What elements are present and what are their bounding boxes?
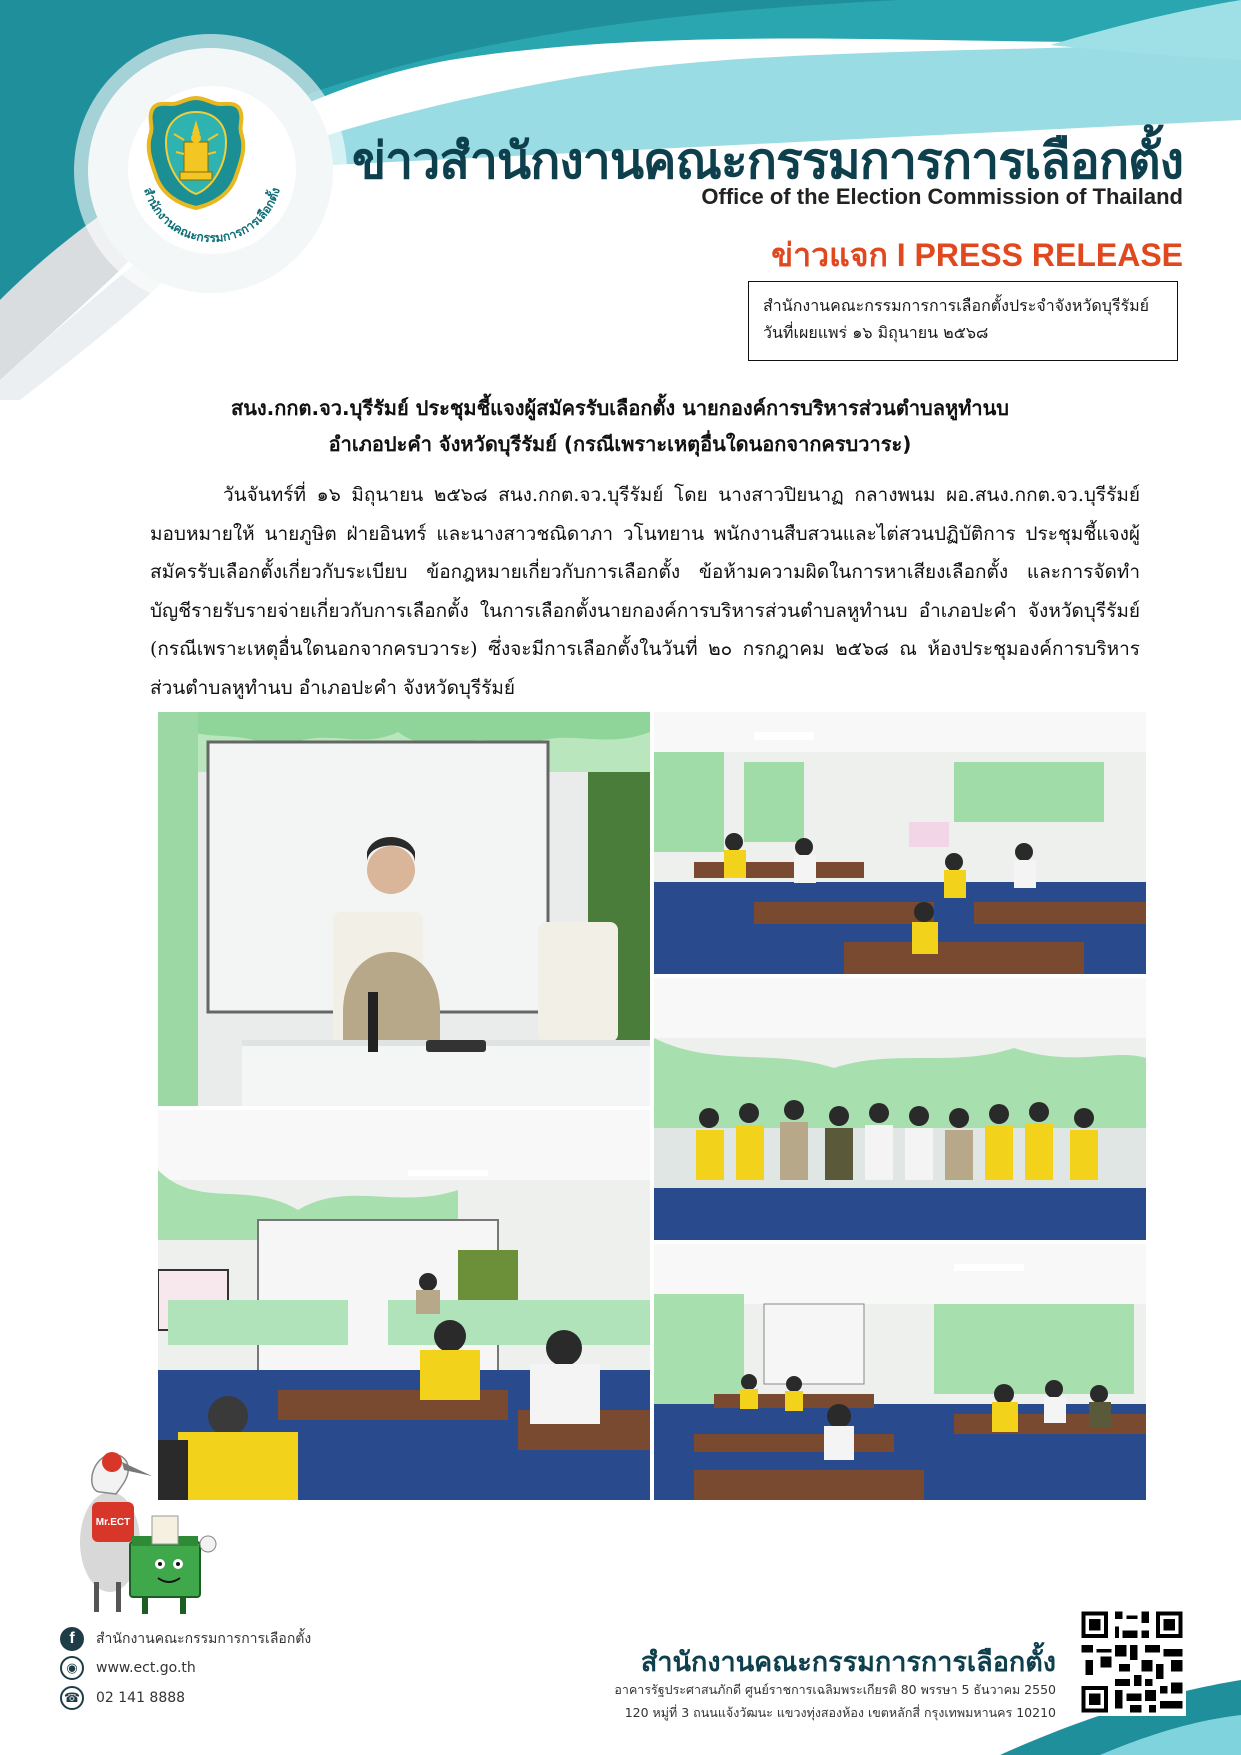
globe-icon: ◉ — [60, 1656, 84, 1680]
facebook-label: สำนักงานคณะกรรมการการเลือกตั้ง — [96, 1631, 312, 1647]
svg-text:Mr.ECT: Mr.ECT — [95, 1517, 131, 1528]
footer-org-name: สำนักงานคณะกรรมการการเลือกตั้ง — [640, 1647, 1056, 1678]
photo-meeting-room — [654, 712, 1146, 974]
footer-address-line-1: อาคารรัฐประศาสนภักดี ศูนย์ราชการเฉลิมพระเกียรติ 80 พรรษา 5 ธันวาคม 2550 — [614, 1682, 1056, 1697]
headline-line-1: สนง.กกต.จว.บุรีรัมย์ ประชุมชี้แจงผู้สมัครรับเลือกตั้ง นายกองค์การบริหารส่วนตำบลหูทำนบ — [231, 396, 1009, 420]
photo-attendees — [158, 1110, 650, 1500]
photo-official-speaking — [158, 712, 650, 1106]
photo-room-side-view — [654, 1244, 1146, 1500]
publish-date: วันที่เผยแพร่ ๑๖ มิถุนายน ๒๕๖๘ — [763, 323, 989, 342]
phone-icon: ☎ — [60, 1686, 84, 1710]
press-release-label: ข่าวแจก I PRESS RELEASE — [771, 237, 1183, 273]
phone-label: 02 141 8888 — [96, 1690, 186, 1706]
logo-arc-text — [120, 80, 304, 264]
facebook-icon: f — [60, 1627, 84, 1651]
page-title-english: Office of the Election Commission of Thailand — [701, 184, 1183, 209]
svg-text:สำนักงานคณะกรรมการการเลือกตั้ง: สำนักงานคณะกรรมการการเลือกตั้ง — [141, 185, 283, 246]
page-title-thai: ข่าวสำนักงานคณะกรรมการการเลือกตั้ง — [351, 132, 1183, 190]
photo-group — [654, 978, 1146, 1240]
issuer-info-box — [748, 281, 1178, 361]
issuer-office: สำนักงานคณะกรรมการการเลือกตั้งประจำจังหวัดบุรีรัมย์ — [763, 296, 1150, 315]
qr-code-icon[interactable] — [1078, 1608, 1186, 1716]
footer-address-line-2: 120 หมู่ที่ 3 ถนนแจ้งวัฒนะ แขวงทุ่งสองห้อง เขตหลักสี่ กรุงเทพมหานคร 10210 — [624, 1705, 1056, 1720]
photo-collage — [158, 712, 1146, 1500]
website-label: www.ect.go.th — [96, 1660, 196, 1676]
body-paragraph: วันจันทร์ที่ ๑๖ มิถุนายน ๒๕๖๘ สนง.กกต.จว.บุรีรัมย์ โดย นางสาวปิยนาฏ กลางพนม ผอ.สนง.กกต.จว.บุรีรัมย์ มอบหมายให้ นายภูษิต ฝ่ายอินทร์ และนางสาวชณิดาภา วโนทยาน พนักงานสืบสวนและไต่สวนปฏิบัติการ ประชุมชี้แจงผู้สมัครรับเลือกตั้งเกี่ยวกับระเบียบ ข้อกฎหมายเกี่ยวกับการเลือกตั้ง ข้อห้ามความผิดในการหาเสียงเลือกตั้ง และการจัดทำบัญชีรายรับรายจ่ายเกี่ยวกับการเลือกตั้ง ในการเลือกตั้งนายกองค์การบริหารส่วนตำบลหูทำนบ อำเภอปะคำ จังหวัดบุรีรัมย์ (กรณีเพราะเหตุอื่นใดนอกจากครบวาระ) ซึ่งจะมีการเลือกตั้งในวันที่ ๒๐ กรกฎาคม ๒๕๖๘ ณ ห้องประชุมองค์การบริหารส่วนตำบลหูทำนบ อำเภอปะคำ จังหวัดบุรีรัมย์ — [150, 484, 1140, 699]
headline-line-2: อำเภอปะคำ จังหวัดบุรีรัมย์ (กรณีเพราะเหตุอื่นใดนอกจากครบวาระ) — [328, 432, 912, 456]
